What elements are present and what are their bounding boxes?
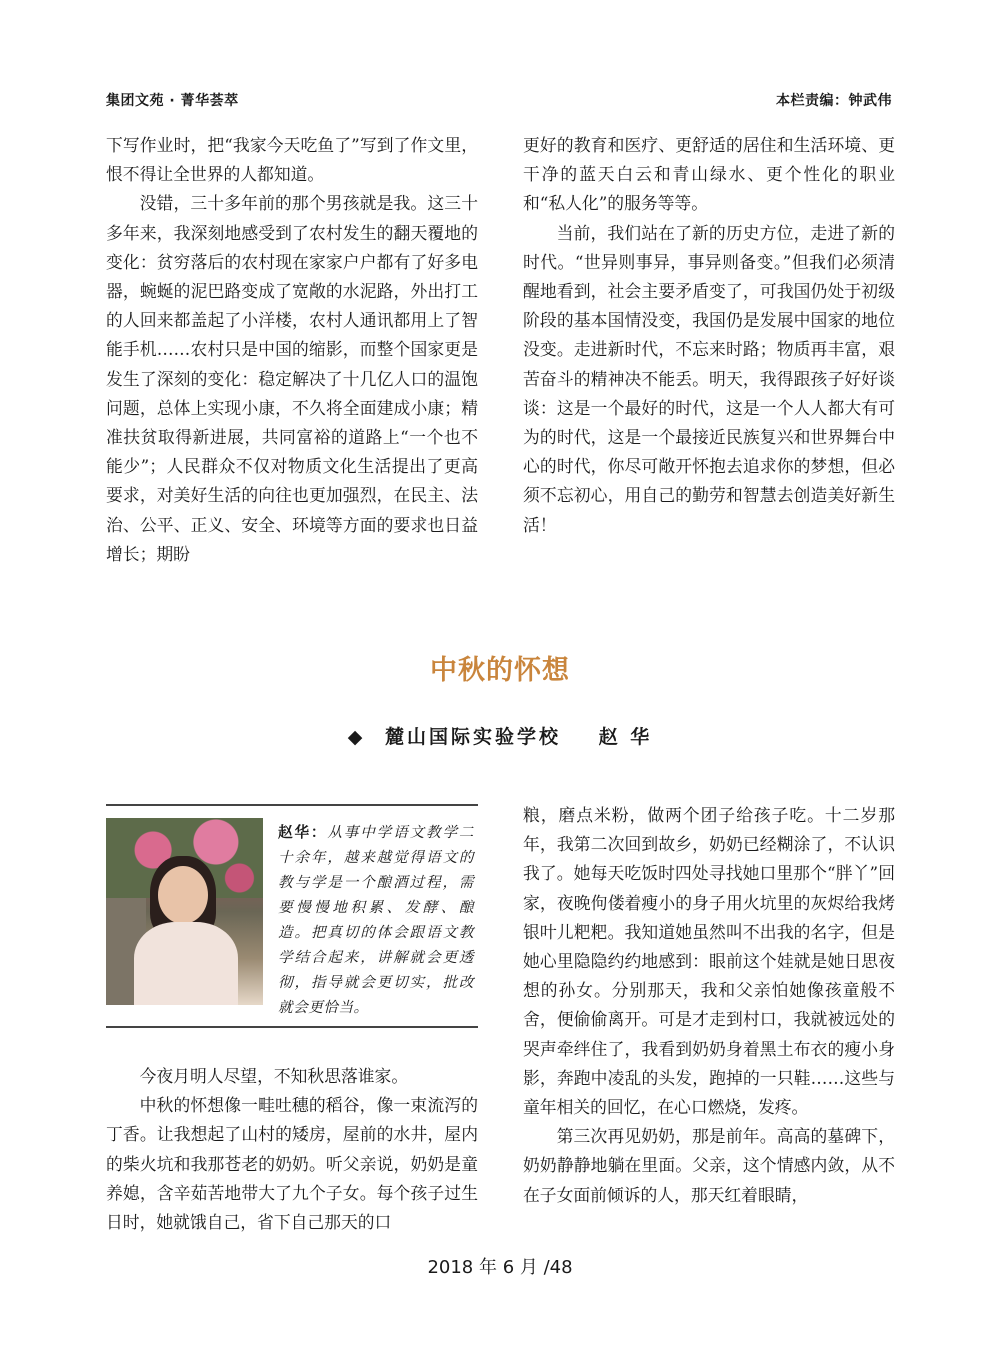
author-school: 麓山国际实验学校 — [384, 726, 561, 748]
page-footer: 2018 年 6 月 /48 — [427, 1257, 573, 1278]
article1-column-left — [106, 131, 478, 569]
paragraph: 当前，我们站在了新的历史方位，走进了新的时代。“世异则事异，事异则备变。”但我们必须清醒地看到，社会主要矛盾变了，可我国仍处于初级阶段的基本国情没变，我国仍是发展中国家的地位没变。走进新时代，不忘来时路；物质再丰富，艰苦奋斗的精神决不能丢。明天，我得跟孩子好好谈谈：这是一个最好的时代，这是一个人人都大有可为的时代，这是一个最接近民族复兴和世界舞台中心的时代，你尽可敞开怀抱去追求你的梦想，但必须不忘初心，用自己的勤劳和智慧去创造美好新生活！ — [523, 222, 895, 535]
article2-column-left — [106, 1062, 478, 1237]
bio-body: 从事中学语文教学二十余年，越来越觉得语文的教与学是一个酿酒过程，需要慢慢地积累、发酵、酿造。把真切的体会跟语文教学结合起来，讲解就会更透彻，指导就会更切实，批改就会更恰当。 — [278, 824, 474, 1016]
bio-name: 赵华： — [278, 824, 328, 841]
author-photo — [106, 818, 263, 1005]
photo-body — [134, 922, 238, 1005]
author-bio-box — [106, 804, 478, 1028]
author-name: 赵 华 — [598, 726, 653, 748]
paragraph: 下写作业时，把“我家今天吃鱼了”写到了作文里，恨不得让全世界的人都知道。 — [106, 135, 478, 185]
paragraph: 没错，三十多年前的那个男孩就是我。这三十多年来，我深刻地感受到了农村发生的翻天覆地的变化：贫穷落后的农村现在家家户户都有了好多电器，蜿蜒的泥巴路变成了宽敞的水泥路，外出打工的人回来都盖起了小洋楼，农村人通讯都用上了智能手机……农村只是中国的缩影，而整个国家更是发生了深刻的变化：稳定解决了十几亿人口的温饱问题，总体上实现小康，不久将全面建成小康；精准扶贫取得新进展，共同富裕的道路上“一个也不能少”；人民群众不仅对物质文化生活提出了更高要求，对美好生活的向往也更加强烈，在民主、法治、公平、正义、安全、环境等方面的要求也日益增长；期盼 — [106, 193, 478, 564]
article1-column-right — [523, 131, 895, 540]
paragraph: 第三次再见奶奶，那是前年。高高的墓碑下，奶奶静静地躺在里面。父亲，这个情感内敛，从不在子女面前倾诉的人，那天红着眼睛， — [523, 1126, 895, 1205]
author-bio-text — [278, 820, 474, 1020]
paragraph: 中秋的怀想像一畦吐穗的稻谷，像一束流泻的丁香。让我想起了山村的矮房，屋前的水井，屋内的柴火坑和我那苍老的奶奶。听父亲说，奶奶是童养媳，含辛茹苦地带大了九个子女。每个孩子过生日时，她就饿自己，省下自己那天的口 — [106, 1095, 478, 1233]
article-title: 中秋的怀想 — [430, 655, 570, 686]
article2-column-right — [523, 801, 895, 1210]
diamond-icon: ◆ — [347, 726, 366, 748]
header-column-title: 集团文苑 · 菁华荟萃 — [106, 93, 239, 109]
paragraph: 今夜月明人尽望，不知秋思落谁家。 — [139, 1066, 409, 1086]
photo-face — [158, 866, 208, 924]
paragraph: 更好的教育和医疗、更舒适的居住和生活环境、更干净的蓝天白云和青山绿水、更个性化的职业和“私人化”的服务等等。 — [523, 135, 895, 214]
header-editor: 本栏责编：钟武伟 — [776, 93, 892, 109]
author-line — [0, 722, 1000, 749]
paragraph: 粮，磨点米粉，做两个团子给孩子吃。十二岁那年，我第二次回到故乡，奶奶已经糊涂了，不认识我了。她每天吃饭时四处寻找她口里那个“胖丫”回家，夜晚佝偻着瘦小的身子用火坑里的灰烬给我烤银叶儿粑粑。我知道她虽然叫不出我的名字，但是她心里隐隐约约地感到：眼前这个娃就是她日思夜想的孙女。分别那天，我和父亲怕她像孩童般不舍，便偷偷离开。可是才走到村口，我就被远处的哭声牵绊住了，我看到奶奶身着黑土布衣的瘦小身影，奔跑中凌乱的头发，跑掉的一只鞋……这些与童年相关的回忆，在心口燃烧，发疼。 — [523, 805, 895, 1118]
